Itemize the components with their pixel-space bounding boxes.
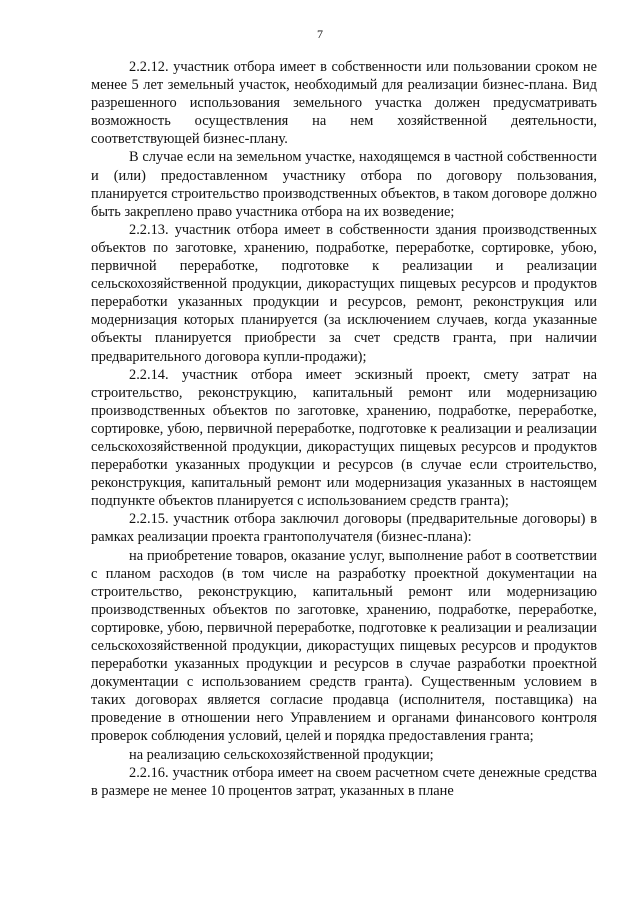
page-number: 7 <box>317 27 323 41</box>
paragraph-sales-contracts: на реализацию сельскохозяйственной продукции; <box>129 746 434 763</box>
paragraph-2-2-15: 2.2.15. участник отбора заключил договоры (предварительные договоры) в рамках реализации проекта грантополучателя (бизнес-плана): <box>91 511 597 546</box>
paragraph-2-2-14: 2.2.14. участник отбора имеет эскизный проект, смету затрат на строительство, реконструкцию, капитальный ремонт или модернизацию производственных объектов по заготовке, хранению, подработке, переработке, сортировке, убою, первичной переработке, подготовке к реализации и реализации сельскохозяйственной продукции, дикорастущих пищевых ресурсов и продуктов переработки указанных продукции и ресурсов (в случае если строительство, реконструкция, капитальный ремонт или модернизация указанных в настоящем подпункте объектов планируется с использованием средств гранта); <box>91 366 597 510</box>
paragraph-2-2-16: 2.2.16. участник отбора имеет на своем расчетном счете денежные средства в размере не менее 10 процентов затрат, указанных в плане <box>91 764 597 799</box>
document-body <box>91 58 597 800</box>
paragraph-2-2-13: 2.2.13. участник отбора имеет в собственности здания производственных объектов по заготовке, хранению, подработке, переработке, сортировке, убою, первичной переработке, подготовке к реализации и реализации сельскохозяйственной продукции, дикорастущих пищевых ресурсов и продуктов переработки указанных продукции и ресурсов, ремонт, реконструкция или модернизация которых планируется (за исключением случаев, когда указанные объекты планируется приобрести за счет средств гранта, при наличии предварительного договора купли-продажи); <box>91 221 597 365</box>
paragraph-2-2-12: 2.2.12. участник отбора имеет в собственности или пользовании сроком не менее 5 лет земельный участок, необходимый для реализации бизнес-плана. Вид разрешенного использования земельного участка должен предусматривать возможность осуществления на нем хозяйственной деятельности, соответствующей бизнес-плану. <box>91 59 597 148</box>
paragraph-land-plot-construction: В случае если на земельном участке, находящемся в частной собственности и (или) предоставленном участнику отбора по договору пользования, планируется строительство производственных объектов, в таком договоре должно быть закреплено право участника отбора на их возведение; <box>91 149 597 220</box>
paragraph-purchase-contracts: на приобретение товаров, оказание услуг, выполнение работ в соответствии с планом расходов (в том числе на разработку проектной документации на строительство, реконструкцию, капитальный ремонт или модернизацию производственных объектов по заготовке, хранению, подработке, переработке, сортировке, убою, первичной переработке, подготовке к реализации и реализации сельскохозяйственной продукции, дикорастущих пищевых ресурсов и продуктов переработки указанных продукции и ресурсов в случае разработки проектной документации с использованием средств гранта). Существенным условием в таких договорах является согласие продавца (исполнителя, поставщика) на проведение в отношении него Управлением и органами финансового контроля проверок соблюдения условий, целей и порядка предоставления гранта; <box>91 547 597 745</box>
